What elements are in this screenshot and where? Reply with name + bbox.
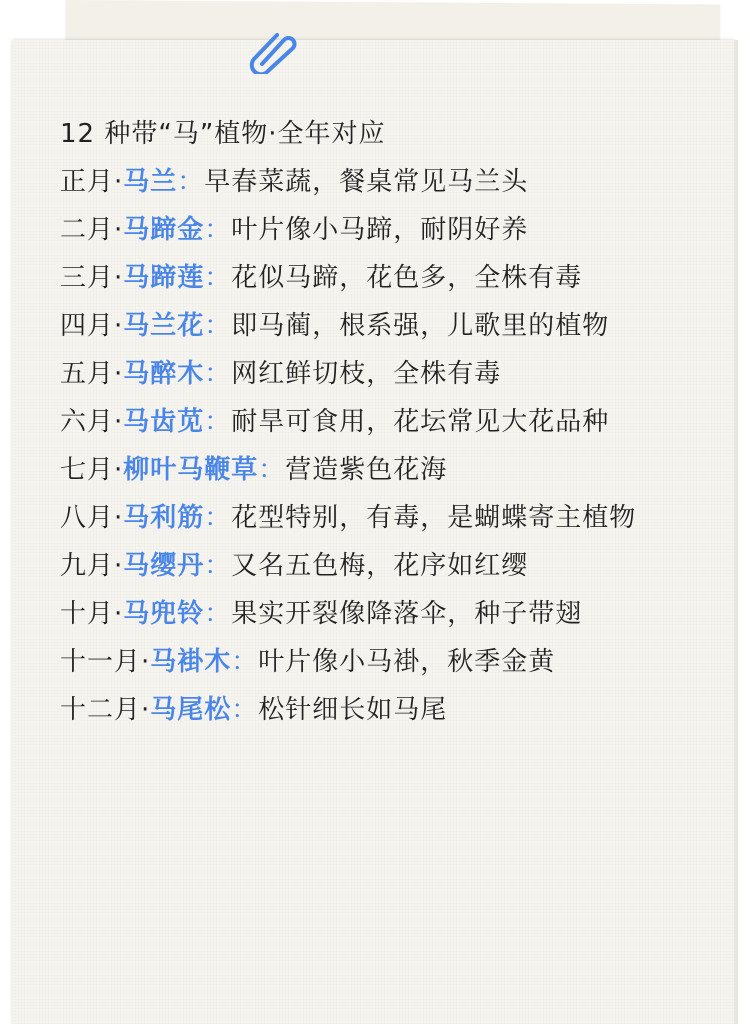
month-row-7 [60,446,660,494]
month-row-4 [60,302,660,350]
plant-description: 耐旱可食用，花坛常见大花品种 [231,407,610,437]
plant-name: 马兰花 [123,311,205,341]
paper-edge [734,40,738,1024]
plant-name: 马兜铃 [123,599,205,629]
plant-description: 即马蔺，根系强，儿歌里的植物 [231,311,610,341]
month-row-1 [60,158,660,206]
month-row-12 [60,686,660,734]
month-label: 正月· [60,167,124,197]
plant-name: 马缨丹 [123,551,205,581]
month-label: 十一月· [60,647,151,677]
plant-description: 营造紫色花海 [285,455,448,485]
plant-name: 马褂木 [150,647,232,677]
plant-description: 又名五色梅，花序如红缨 [231,551,529,581]
month-label: 三月· [60,263,124,293]
month-row-9 [60,542,660,590]
month-label: 四月· [60,311,124,341]
month-row-8 [60,494,660,542]
plant-separator: ： [204,599,232,629]
plant-description: 叶片像小马褂，秋季金黄 [258,647,556,677]
plant-separator: ： [204,311,232,341]
plant-name: 马蹄金 [123,215,205,245]
plant-separator: ： [231,695,259,725]
plant-description: 叶片像小马蹄，耐阴好养 [231,215,529,245]
month-label: 八月· [60,503,124,533]
month-label: 九月· [60,551,124,581]
month-row-11 [60,638,660,686]
plant-description: 早春菜蔬，餐桌常见马兰头 [204,167,529,197]
month-label: 六月· [60,407,124,437]
plant-description: 花型特别，有毒，是蝴蝶寄主植物 [231,503,637,533]
month-label: 十月· [60,599,124,629]
note-title: 12 种带“马”植物·全年对应 [60,119,386,149]
plant-separator: ： [258,455,286,485]
plant-separator: ： [204,503,232,533]
month-row-2 [60,206,660,254]
note-content [60,110,660,734]
plant-description: 花似马蹄，花色多，全株有毒 [231,263,583,293]
plant-name: 马尾松 [150,695,232,725]
plant-name: 马齿苋 [123,407,205,437]
plant-description: 果实开裂像降落伞，种子带翅 [231,599,583,629]
month-label: 七月· [60,455,124,485]
plant-name: 柳叶马鞭草 [123,455,259,485]
plant-name: 马醉木 [123,359,205,389]
plant-separator: ： [204,407,232,437]
plant-separator: ： [204,359,232,389]
paperclip-icon [244,30,300,74]
plant-separator: ： [177,167,205,197]
month-row-5 [60,350,660,398]
plant-description: 松针细长如马尾 [258,695,448,725]
month-label: 十二月· [60,695,151,725]
plant-separator: ： [204,263,232,293]
plant-name: 马利筋 [123,503,205,533]
plant-name: 马兰 [123,167,178,197]
plant-description: 网红鲜切枝，全株有毒 [231,359,502,389]
plant-separator: ： [231,647,259,677]
month-row-10 [60,590,660,638]
month-row-3 [60,254,660,302]
month-label: 五月· [60,359,124,389]
plant-separator: ： [204,215,232,245]
plant-name: 马蹄莲 [123,263,205,293]
month-row-6 [60,398,660,446]
plant-separator: ： [204,551,232,581]
month-label: 二月· [60,215,124,245]
